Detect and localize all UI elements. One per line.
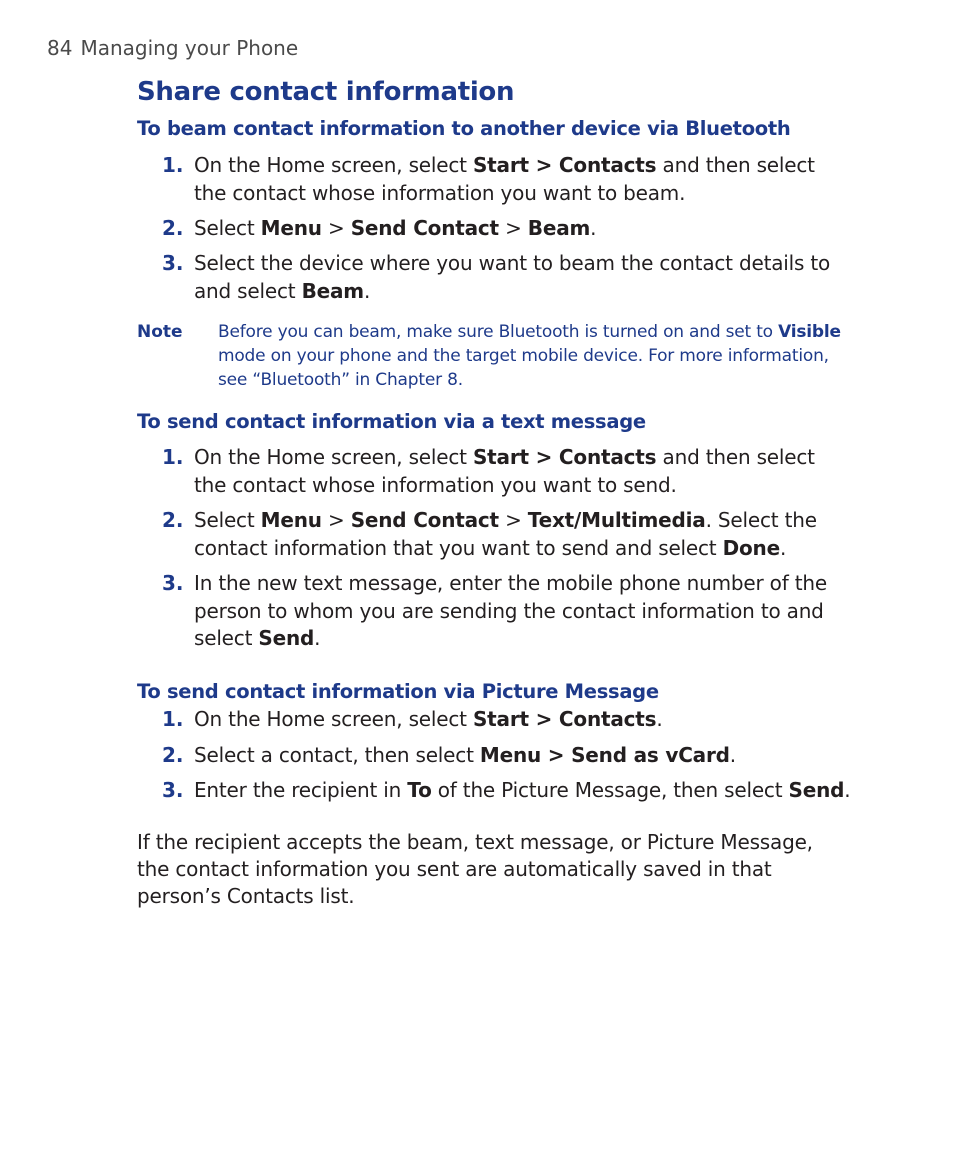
note-label: Note <box>137 322 183 342</box>
step-number: 2. <box>162 508 184 532</box>
step-number: 2. <box>162 743 184 767</box>
list-item <box>162 742 852 770</box>
section-title: Managing your Phone <box>80 36 299 60</box>
note-box <box>137 320 857 392</box>
section-heading-picture-message: To send contact information via Picture Message <box>137 680 659 703</box>
step-number: 3. <box>162 778 184 802</box>
list-item <box>162 777 852 805</box>
list-item <box>162 152 852 207</box>
page-number: 84 <box>47 36 73 60</box>
list-item <box>162 507 852 562</box>
list-item <box>162 215 852 243</box>
list-item <box>162 444 852 499</box>
running-header <box>47 36 298 60</box>
step-text: On the Home screen, select Start > Contacts and then select the contact whose information you want to beam. <box>194 153 815 205</box>
closing-paragraph: If the recipient accepts the beam, text message, or Picture Message, the contact information you sent are automatically saved in that person’s Contacts list. <box>137 830 813 908</box>
page-title: Share contact information <box>137 77 515 107</box>
step-number: 1. <box>162 153 184 177</box>
list-item <box>162 250 852 305</box>
step-text: Enter the recipient in To of the Picture Message, then select Send. <box>194 778 851 802</box>
step-number: 1. <box>162 445 184 469</box>
step-number: 1. <box>162 707 184 731</box>
step-text: On the Home screen, select Start > Contacts and then select the contact whose information you want to send. <box>194 445 815 497</box>
section-heading-bluetooth: To beam contact information to another device via Bluetooth <box>137 117 791 140</box>
step-number: 3. <box>162 571 184 595</box>
step-text: Select Menu > Send Contact > Text/Multimedia. Select the contact information that you want to send and select Done. <box>194 508 817 560</box>
step-text: Select a contact, then select Menu > Send as vCard. <box>194 743 736 767</box>
step-number: 3. <box>162 251 184 275</box>
list-item <box>162 706 852 734</box>
step-text: In the new text message, enter the mobile phone number of the person to whom you are sending the contact information to and select Send. <box>194 571 827 650</box>
step-number: 2. <box>162 216 184 240</box>
step-text: On the Home screen, select Start > Contacts. <box>194 707 663 731</box>
list-item <box>162 570 852 653</box>
note-text: Before you can beam, make sure Bluetooth is turned on and set to Visible mode on your phone and the target mobile device. For more information, see “Bluetooth” in Chapter 8. <box>218 322 841 390</box>
section-heading-text-message: To send contact information via a text message <box>137 410 646 433</box>
step-text: Select the device where you want to beam the contact details to and select Beam. <box>194 251 831 303</box>
step-text: Select Menu > Send Contact > Beam. <box>194 216 597 240</box>
